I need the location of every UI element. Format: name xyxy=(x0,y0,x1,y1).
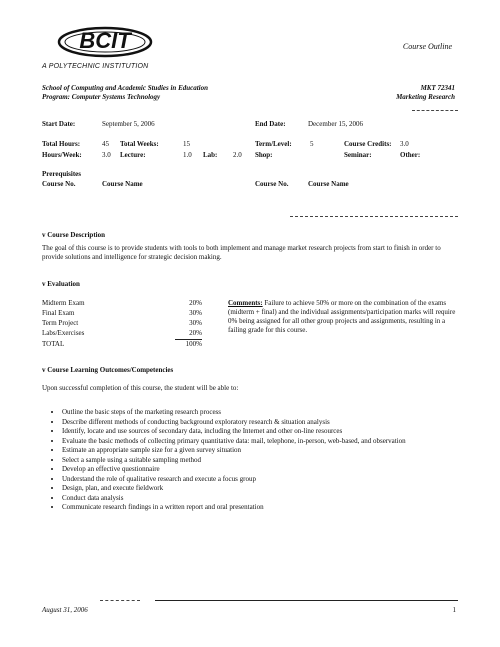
course-credits-value: 3.0 xyxy=(400,140,409,148)
lecture-value: 1.0 xyxy=(183,151,192,159)
evaluation-label: Final Exam xyxy=(42,309,75,317)
document-type: Course Outline xyxy=(402,42,452,51)
hours-week-label: Hours/Week: xyxy=(42,151,82,159)
course-credits-label: Course Credits: xyxy=(344,140,392,148)
list-item: • Conduct data analysis xyxy=(62,494,480,504)
prereq-course-no-1: Course No. xyxy=(42,180,76,188)
evaluation-percent: 20% xyxy=(189,329,202,337)
prereq-course-no-2: Course No. xyxy=(255,180,289,188)
hours-week-value: 3.0 xyxy=(102,151,111,159)
list-item: • Communicate research findings in a written report and oral presentation xyxy=(62,503,480,513)
prereq-course-name-2: Course Name xyxy=(308,180,349,188)
outcomes-list xyxy=(42,408,480,513)
lecture-label: Lecture: xyxy=(120,151,146,159)
total-weeks-value: 15 xyxy=(183,140,190,148)
outcomes-heading: v Course Learning Outcomes/Competencies xyxy=(42,366,174,374)
term-level-label: Term/Level: xyxy=(255,140,292,148)
evaluation-percent: 20% xyxy=(189,299,202,307)
total-weeks-label: Total Weeks: xyxy=(120,140,159,148)
list-item: • Understand the role of qualitative research and execute a focus group xyxy=(62,475,480,485)
footer-date: August 31, 2006 xyxy=(42,606,88,614)
comments-label: Comments: xyxy=(228,299,263,307)
course-title: Marketing Research xyxy=(396,93,455,101)
outcomes-intro: Upon successful completion of this course, the student will be able to: xyxy=(42,384,239,392)
lab-label: Lab: xyxy=(203,151,218,159)
evaluation-percent: 30% xyxy=(189,319,202,327)
prereq-course-name-1: Course Name xyxy=(102,180,143,188)
evaluation-row xyxy=(42,309,202,318)
evaluation-heading: v Evaluation xyxy=(42,280,80,288)
evaluation-label: Labs/Exercises xyxy=(42,329,85,337)
list-item: • Outline the basic steps of the marketing research process xyxy=(62,408,480,418)
list-item: • Estimate an appropriate sample size for a given survey situation xyxy=(62,446,480,456)
evaluation-row xyxy=(42,329,202,338)
shop-label: Shop: xyxy=(255,151,273,159)
start-date-label: Start Date: xyxy=(42,120,76,128)
evaluation-percent: 100% xyxy=(185,340,202,348)
evaluation-total-row xyxy=(42,340,202,349)
seminar-label: Seminar: xyxy=(344,151,372,159)
svg-text:BCIT: BCIT xyxy=(79,28,131,53)
evaluation-row xyxy=(42,319,202,328)
course-description-text: The goal of this course is to provide students with tools to both implement and manage market research projects from start to finish in order to provide solutions and intelligence for strategic decision making. xyxy=(42,244,441,261)
evaluation-label: Term Project xyxy=(42,319,79,327)
list-item: • Develop an effective questionnaire xyxy=(62,465,480,475)
other-label: Other: xyxy=(400,151,421,159)
course-code: MKT 72341 xyxy=(420,84,455,92)
comments-text: Failure to achieve 50% or more on the combination of the exams (midterm + final) and the individual assignments/participation marks will require 0% being assigned for all other group projects and assignments, resulting in a failing grade for this course. xyxy=(228,299,456,334)
total-hours-label: Total Hours: xyxy=(42,140,81,148)
end-date-label: End Date: xyxy=(255,120,286,128)
school-name: School of Computing and Academic Studies in Education xyxy=(42,84,209,92)
program-name: Program: Computer Systems Technology xyxy=(42,93,161,101)
prerequisites-heading: Prerequisites xyxy=(42,170,82,178)
term-level-value: 5 xyxy=(310,140,314,148)
total-hours-value: 45 xyxy=(102,140,109,148)
evaluation-comments xyxy=(228,299,458,335)
footer-dash xyxy=(100,600,140,601)
evaluation-label: Midterm Exam xyxy=(42,299,85,307)
list-item: • Describe different methods of conducting background exploratory research & situation analysis xyxy=(62,418,480,428)
evaluation-label: TOTAL xyxy=(42,340,65,348)
logo-tagline: A POLYTECHNIC INSTITUTION xyxy=(42,63,149,70)
list-item: • Identify, locate and use sources of secondary data, including the Internet and other on-line resources xyxy=(62,427,480,437)
course-description-heading: v Course Description xyxy=(42,231,105,239)
lab-value: 2.0 xyxy=(233,151,242,159)
footer-rule xyxy=(155,600,458,601)
end-date-value: December 15, 2006 xyxy=(308,120,364,128)
divider xyxy=(412,110,458,111)
start-date-value: September 5, 2006 xyxy=(102,120,155,128)
bcit-logo xyxy=(55,18,155,62)
list-item: • Evaluate the basic methods of collecting primary quantitative data: mail, telephone, in-person, web-based, and observation xyxy=(62,437,480,447)
list-item: • Select a sample using a suitable sampling method xyxy=(62,456,480,466)
list-item: • Design, plan, and execute fieldwork xyxy=(62,484,480,494)
page-number: 1 xyxy=(452,606,456,614)
divider xyxy=(290,216,458,217)
evaluation-row xyxy=(42,299,202,308)
evaluation-percent: 30% xyxy=(189,309,202,317)
